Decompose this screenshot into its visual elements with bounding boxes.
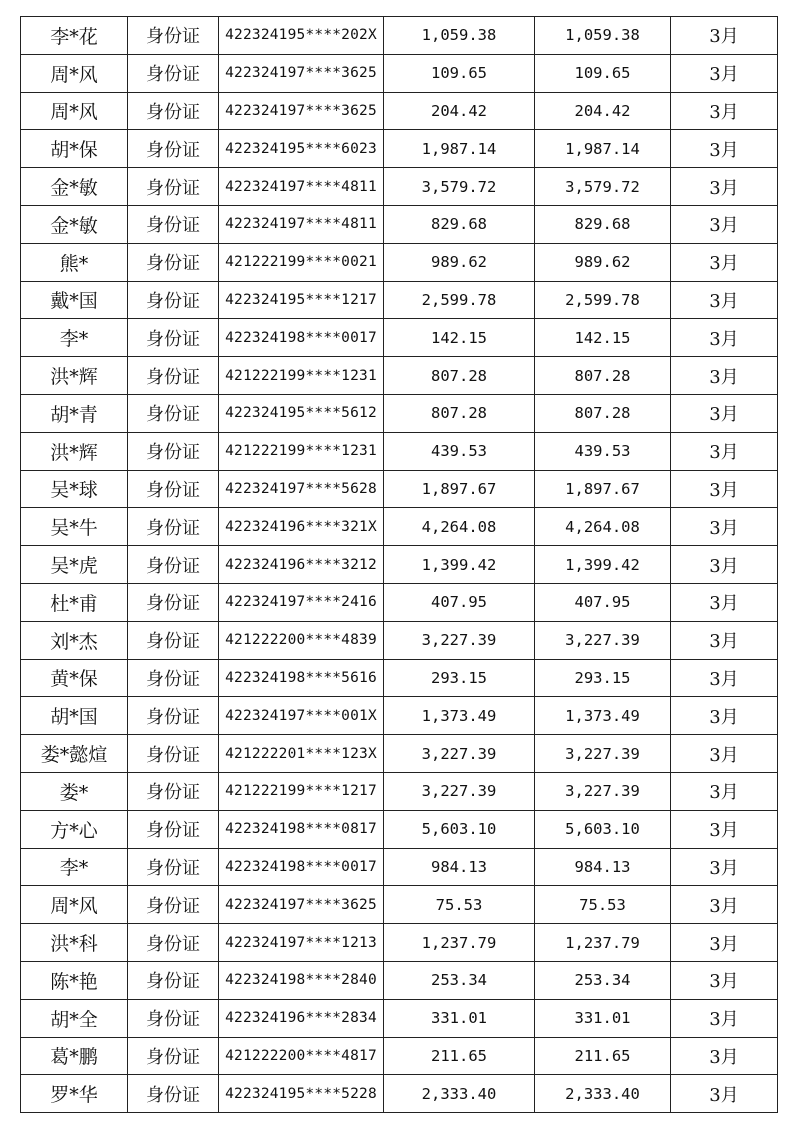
- cell-id-type: 身份证: [128, 54, 219, 92]
- cell-id-number: 422324198****0017: [219, 848, 384, 886]
- cell-amount-paid: 989.62: [535, 243, 671, 281]
- cell-name: 吴*牛: [21, 508, 128, 546]
- table-row: [21, 17, 778, 55]
- cell-id-number: 421222199****1217: [219, 772, 384, 810]
- cell-amount-paid: 109.65: [535, 54, 671, 92]
- cell-month: 3月: [671, 508, 778, 546]
- cell-id-type: 身份证: [128, 319, 219, 357]
- cell-amount: 1,399.42: [384, 546, 535, 584]
- cell-id-number: 421222199****1231: [219, 357, 384, 395]
- cell-name: 金*敏: [21, 168, 128, 206]
- table-row: [21, 54, 778, 92]
- cell-month: 3月: [671, 394, 778, 432]
- cell-id-type: 身份证: [128, 243, 219, 281]
- cell-month: 3月: [671, 810, 778, 848]
- cell-amount-paid: 3,227.39: [535, 621, 671, 659]
- cell-amount-paid: 1,399.42: [535, 546, 671, 584]
- cell-name: 熊*: [21, 243, 128, 281]
- cell-id-number: 422324198****0817: [219, 810, 384, 848]
- cell-month: 3月: [671, 281, 778, 319]
- cell-amount-paid: 293.15: [535, 659, 671, 697]
- cell-name: 洪*科: [21, 924, 128, 962]
- cell-name: 娄*: [21, 772, 128, 810]
- cell-id-number: 422324195****5612: [219, 394, 384, 432]
- cell-amount-paid: 2,333.40: [535, 1075, 671, 1113]
- cell-month: 3月: [671, 243, 778, 281]
- cell-amount: 3,227.39: [384, 735, 535, 773]
- cell-id-number: 422324198****5616: [219, 659, 384, 697]
- cell-month: 3月: [671, 621, 778, 659]
- cell-amount: 142.15: [384, 319, 535, 357]
- cell-month: 3月: [671, 92, 778, 130]
- cell-amount: 331.01: [384, 999, 535, 1037]
- cell-name: 李*: [21, 319, 128, 357]
- cell-month: 3月: [671, 168, 778, 206]
- cell-amount: 4,264.08: [384, 508, 535, 546]
- table-row: [21, 924, 778, 962]
- cell-amount: 3,579.72: [384, 168, 535, 206]
- cell-amount-paid: 1,897.67: [535, 470, 671, 508]
- cell-id-number: 422324195****202X: [219, 17, 384, 55]
- cell-name: 方*心: [21, 810, 128, 848]
- cell-id-type: 身份证: [128, 621, 219, 659]
- cell-month: 3月: [671, 432, 778, 470]
- table-row: [21, 319, 778, 357]
- cell-id-type: 身份证: [128, 810, 219, 848]
- table-row: [21, 697, 778, 735]
- cell-id-number: 422324197****5628: [219, 470, 384, 508]
- cell-amount-paid: 439.53: [535, 432, 671, 470]
- cell-id-number: 422324197****1213: [219, 924, 384, 962]
- table-row: [21, 961, 778, 999]
- cell-amount: 439.53: [384, 432, 535, 470]
- cell-id-type: 身份证: [128, 735, 219, 773]
- table-row: [21, 168, 778, 206]
- table-row: [21, 546, 778, 584]
- cell-id-number: 422324197****3625: [219, 54, 384, 92]
- cell-amount: 204.42: [384, 92, 535, 130]
- cell-month: 3月: [671, 54, 778, 92]
- table-row: [21, 357, 778, 395]
- cell-id-type: 身份证: [128, 357, 219, 395]
- cell-month: 3月: [671, 1075, 778, 1113]
- table-row: [21, 130, 778, 168]
- cell-amount-paid: 5,603.10: [535, 810, 671, 848]
- table-row: [21, 1075, 778, 1113]
- table-row: [21, 394, 778, 432]
- cell-id-number: 422324197****3625: [219, 92, 384, 130]
- cell-amount-paid: 211.65: [535, 1037, 671, 1075]
- cell-id-number: 422324197****4811: [219, 205, 384, 243]
- cell-name: 李*: [21, 848, 128, 886]
- cell-amount-paid: 2,599.78: [535, 281, 671, 319]
- cell-name: 吴*球: [21, 470, 128, 508]
- cell-name: 洪*辉: [21, 357, 128, 395]
- cell-month: 3月: [671, 772, 778, 810]
- cell-name: 周*风: [21, 54, 128, 92]
- cell-amount-paid: 829.68: [535, 205, 671, 243]
- cell-id-number: 422324195****5228: [219, 1075, 384, 1113]
- cell-month: 3月: [671, 583, 778, 621]
- cell-id-number: 422324197****3625: [219, 886, 384, 924]
- payment-table: [20, 16, 778, 1113]
- cell-name: 吴*虎: [21, 546, 128, 584]
- cell-amount-paid: 4,264.08: [535, 508, 671, 546]
- cell-id-number: 421222199****0021: [219, 243, 384, 281]
- cell-id-number: 422324197****4811: [219, 168, 384, 206]
- cell-amount-paid: 407.95: [535, 583, 671, 621]
- cell-amount: 1,897.67: [384, 470, 535, 508]
- cell-name: 罗*华: [21, 1075, 128, 1113]
- cell-amount: 407.95: [384, 583, 535, 621]
- cell-amount: 5,603.10: [384, 810, 535, 848]
- cell-id-type: 身份证: [128, 961, 219, 999]
- cell-amount: 1,237.79: [384, 924, 535, 962]
- cell-id-number: 422324195****6023: [219, 130, 384, 168]
- cell-month: 3月: [671, 697, 778, 735]
- cell-id-type: 身份证: [128, 1075, 219, 1113]
- cell-id-type: 身份证: [128, 92, 219, 130]
- cell-id-number: 422324196****2834: [219, 999, 384, 1037]
- cell-name: 胡*全: [21, 999, 128, 1037]
- cell-id-type: 身份证: [128, 281, 219, 319]
- table-row: [21, 772, 778, 810]
- cell-id-number: 421222200****4817: [219, 1037, 384, 1075]
- cell-id-number: 422324196****321X: [219, 508, 384, 546]
- payment-table-body: [21, 17, 778, 1113]
- cell-month: 3月: [671, 848, 778, 886]
- cell-amount: 293.15: [384, 659, 535, 697]
- cell-amount: 1,373.49: [384, 697, 535, 735]
- cell-amount-paid: 1,237.79: [535, 924, 671, 962]
- cell-id-type: 身份证: [128, 168, 219, 206]
- cell-id-number: 422324198****0017: [219, 319, 384, 357]
- cell-id-number: 422324196****3212: [219, 546, 384, 584]
- table-row: [21, 583, 778, 621]
- cell-amount-paid: 75.53: [535, 886, 671, 924]
- table-row: [21, 886, 778, 924]
- cell-month: 3月: [671, 1037, 778, 1075]
- cell-month: 3月: [671, 961, 778, 999]
- cell-amount-paid: 3,227.39: [535, 735, 671, 773]
- cell-month: 3月: [671, 319, 778, 357]
- cell-name: 胡*国: [21, 697, 128, 735]
- cell-name: 戴*国: [21, 281, 128, 319]
- cell-month: 3月: [671, 924, 778, 962]
- table-row: [21, 659, 778, 697]
- cell-amount: 989.62: [384, 243, 535, 281]
- cell-month: 3月: [671, 470, 778, 508]
- cell-amount: 253.34: [384, 961, 535, 999]
- cell-month: 3月: [671, 17, 778, 55]
- cell-amount-paid: 3,227.39: [535, 772, 671, 810]
- cell-amount-paid: 984.13: [535, 848, 671, 886]
- table-row: [21, 848, 778, 886]
- cell-name: 周*风: [21, 92, 128, 130]
- table-row: [21, 508, 778, 546]
- cell-id-type: 身份证: [128, 924, 219, 962]
- cell-name: 娄*懿煊: [21, 735, 128, 773]
- cell-amount-paid: 253.34: [535, 961, 671, 999]
- cell-amount: 109.65: [384, 54, 535, 92]
- cell-id-number: 421222200****4839: [219, 621, 384, 659]
- cell-id-type: 身份证: [128, 848, 219, 886]
- cell-id-type: 身份证: [128, 1037, 219, 1075]
- cell-amount: 1,059.38: [384, 17, 535, 55]
- cell-id-type: 身份证: [128, 999, 219, 1037]
- cell-id-number: 422324197****001X: [219, 697, 384, 735]
- cell-name: 李*花: [21, 17, 128, 55]
- cell-amount-paid: 1,987.14: [535, 130, 671, 168]
- cell-id-type: 身份证: [128, 470, 219, 508]
- table-row: [21, 243, 778, 281]
- cell-amount: 984.13: [384, 848, 535, 886]
- cell-amount-paid: 807.28: [535, 357, 671, 395]
- cell-month: 3月: [671, 357, 778, 395]
- cell-id-number: 421222199****1231: [219, 432, 384, 470]
- cell-name: 杜*甫: [21, 583, 128, 621]
- cell-name: 葛*鹏: [21, 1037, 128, 1075]
- cell-id-type: 身份证: [128, 772, 219, 810]
- cell-month: 3月: [671, 735, 778, 773]
- cell-id-type: 身份证: [128, 205, 219, 243]
- cell-id-type: 身份证: [128, 508, 219, 546]
- cell-id-type: 身份证: [128, 17, 219, 55]
- cell-amount: 807.28: [384, 357, 535, 395]
- cell-amount-paid: 807.28: [535, 394, 671, 432]
- cell-month: 3月: [671, 205, 778, 243]
- cell-id-type: 身份证: [128, 432, 219, 470]
- cell-amount-paid: 142.15: [535, 319, 671, 357]
- cell-name: 周*风: [21, 886, 128, 924]
- cell-name: 胡*青: [21, 394, 128, 432]
- document-page: [20, 16, 778, 1113]
- cell-month: 3月: [671, 886, 778, 924]
- cell-month: 3月: [671, 999, 778, 1037]
- cell-id-number: 422324195****1217: [219, 281, 384, 319]
- cell-month: 3月: [671, 659, 778, 697]
- cell-amount: 807.28: [384, 394, 535, 432]
- cell-amount: 75.53: [384, 886, 535, 924]
- cell-id-number: 422324197****2416: [219, 583, 384, 621]
- cell-amount-paid: 331.01: [535, 999, 671, 1037]
- cell-amount-paid: 3,579.72: [535, 168, 671, 206]
- cell-amount-paid: 1,373.49: [535, 697, 671, 735]
- cell-id-type: 身份证: [128, 583, 219, 621]
- cell-id-type: 身份证: [128, 886, 219, 924]
- cell-month: 3月: [671, 546, 778, 584]
- table-row: [21, 205, 778, 243]
- table-row: [21, 999, 778, 1037]
- cell-id-number: 421222201****123X: [219, 735, 384, 773]
- cell-amount: 1,987.14: [384, 130, 535, 168]
- cell-amount: 3,227.39: [384, 621, 535, 659]
- cell-amount: 2,599.78: [384, 281, 535, 319]
- table-row: [21, 621, 778, 659]
- cell-amount: 3,227.39: [384, 772, 535, 810]
- cell-amount-paid: 1,059.38: [535, 17, 671, 55]
- cell-name: 陈*艳: [21, 961, 128, 999]
- table-row: [21, 92, 778, 130]
- cell-amount: 2,333.40: [384, 1075, 535, 1113]
- table-row: [21, 432, 778, 470]
- cell-name: 胡*保: [21, 130, 128, 168]
- cell-amount: 211.65: [384, 1037, 535, 1075]
- cell-amount: 829.68: [384, 205, 535, 243]
- table-row: [21, 735, 778, 773]
- cell-name: 黄*保: [21, 659, 128, 697]
- cell-id-type: 身份证: [128, 697, 219, 735]
- cell-month: 3月: [671, 130, 778, 168]
- cell-id-type: 身份证: [128, 394, 219, 432]
- table-row: [21, 470, 778, 508]
- cell-id-type: 身份证: [128, 659, 219, 697]
- cell-name: 洪*辉: [21, 432, 128, 470]
- table-row: [21, 810, 778, 848]
- table-row: [21, 1037, 778, 1075]
- cell-amount-paid: 204.42: [535, 92, 671, 130]
- cell-id-number: 422324198****2840: [219, 961, 384, 999]
- cell-name: 金*敏: [21, 205, 128, 243]
- cell-id-type: 身份证: [128, 546, 219, 584]
- cell-name: 刘*杰: [21, 621, 128, 659]
- table-row: [21, 281, 778, 319]
- cell-id-type: 身份证: [128, 130, 219, 168]
